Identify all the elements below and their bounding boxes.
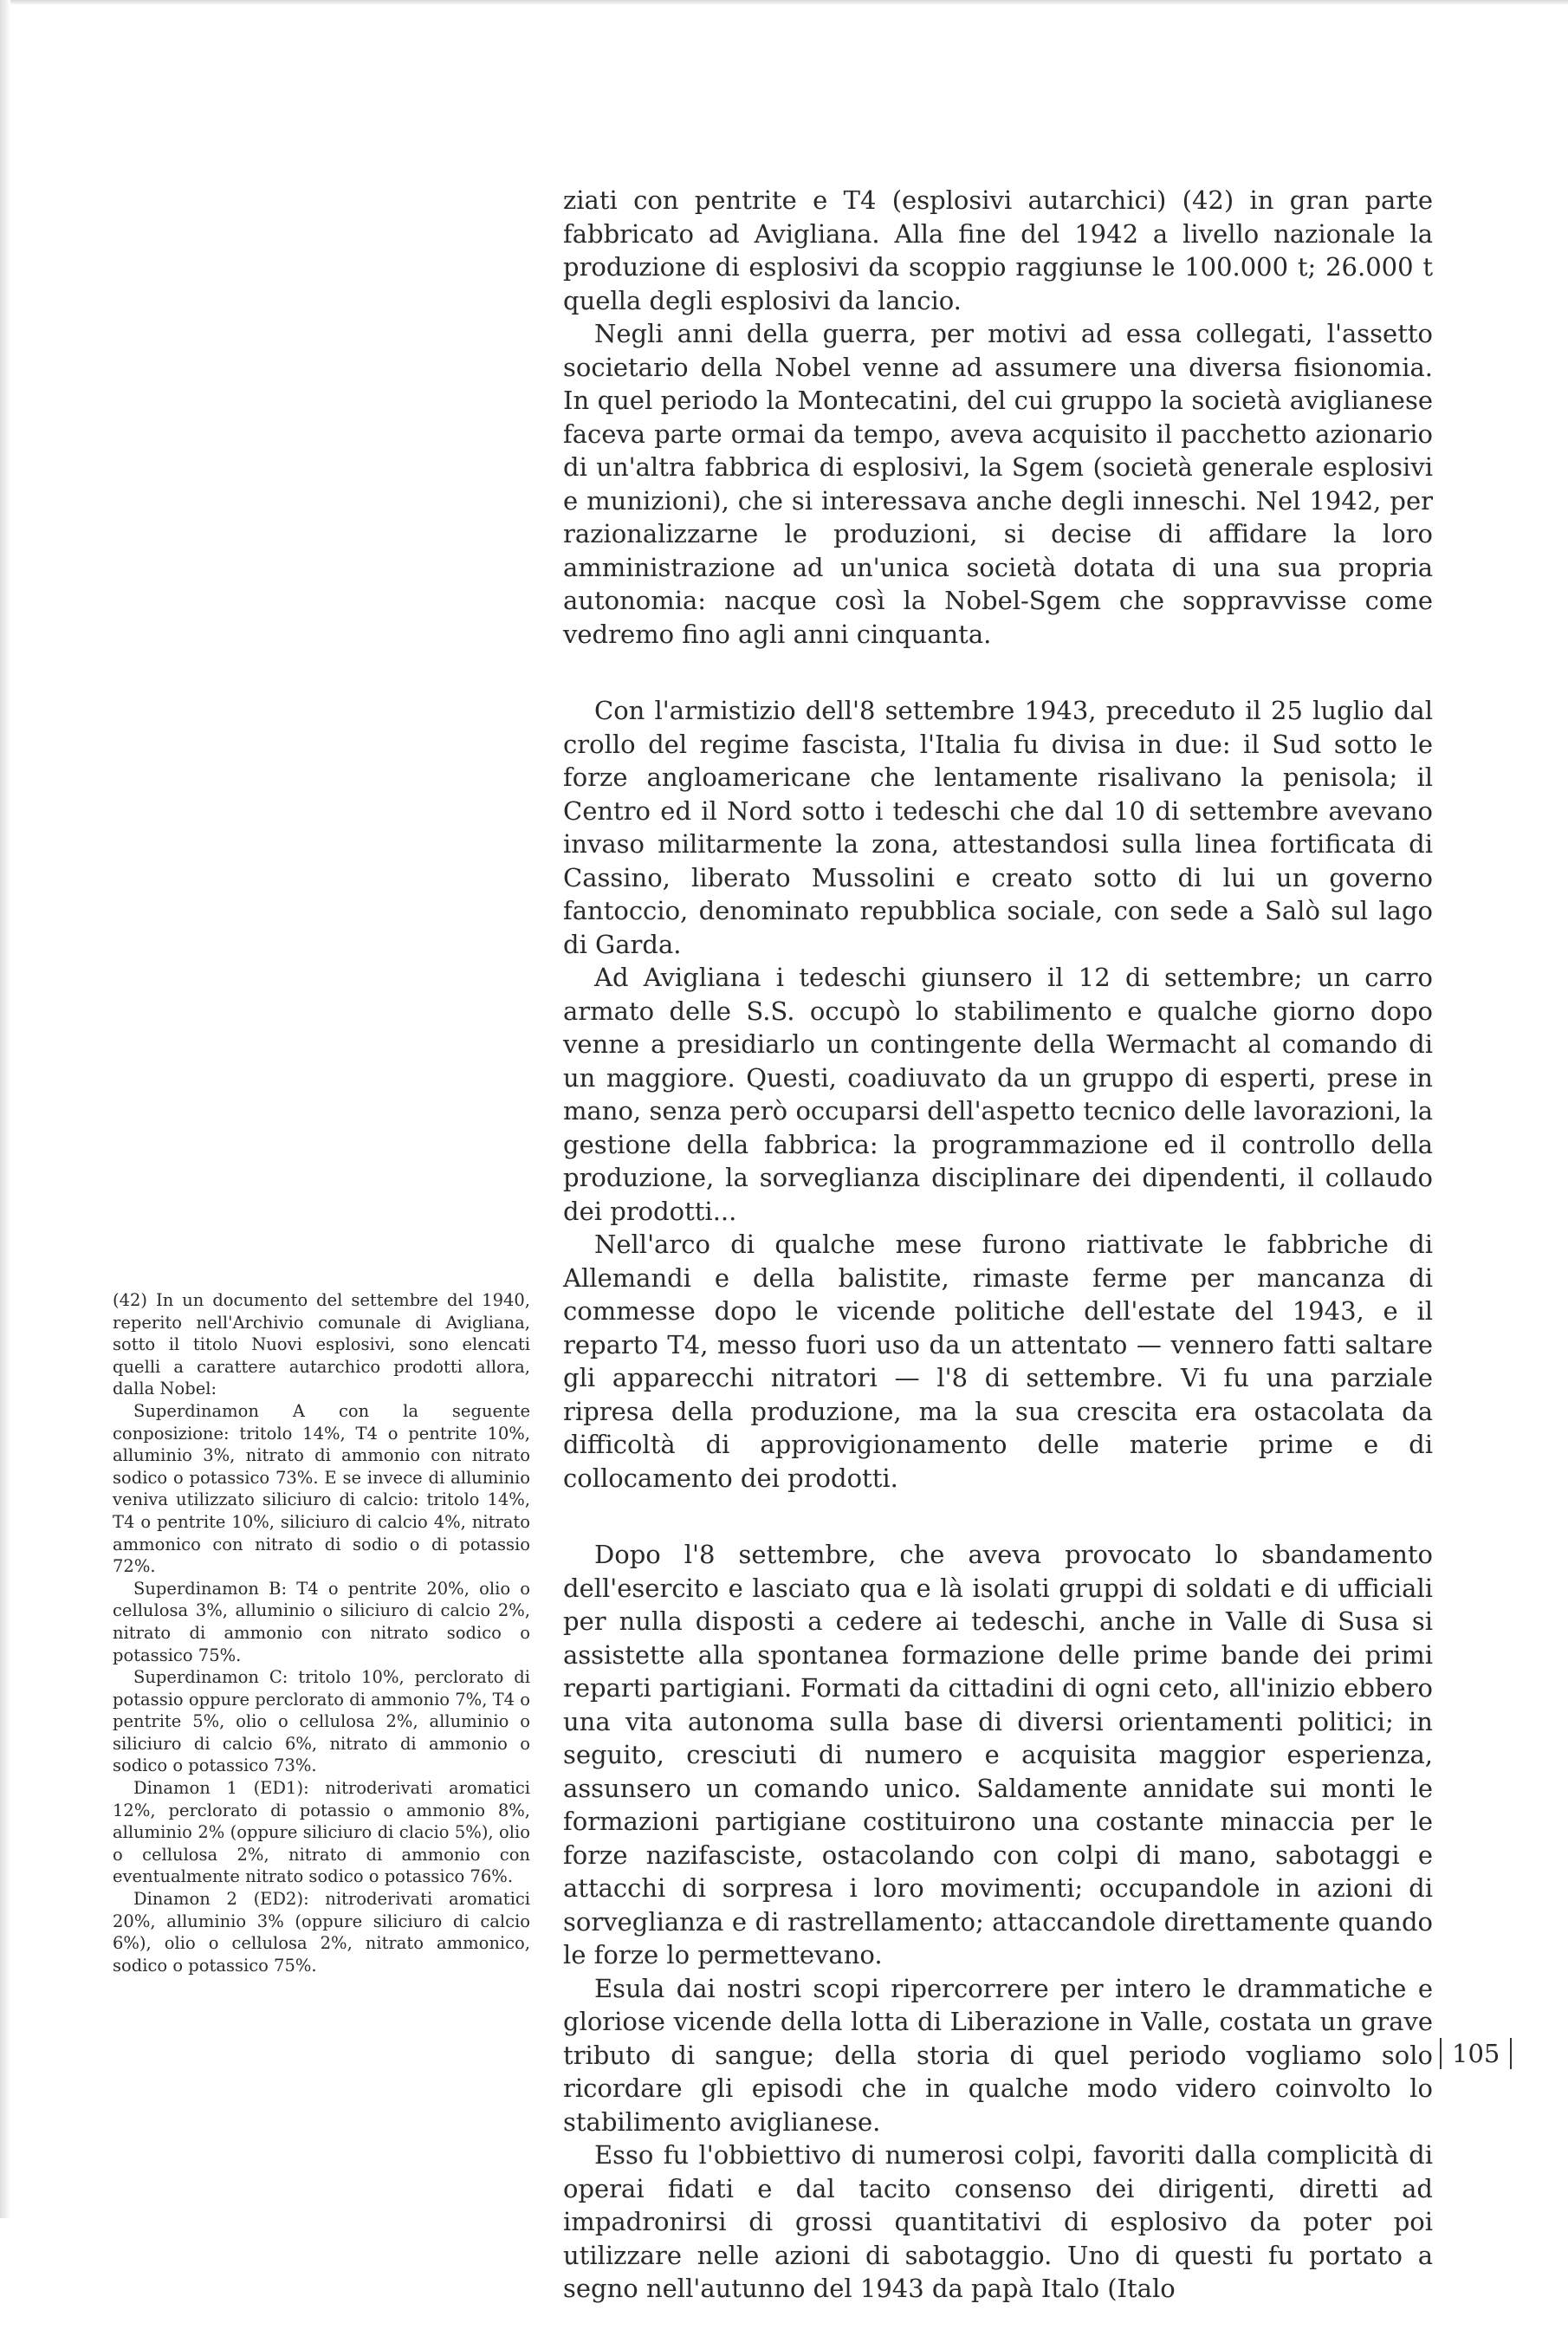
footnote-paragraph: (42) In un documento del settembre del 1940, reperito nell'Archivio comunale di Avigliana, sotto il titolo Nuovi esplosivi, sono elencati quelli a carattere autarchico prodotti allora, dalla Nobel:	[113, 1290, 530, 1399]
paragraph: Nell'arco di qualche mese furono riattivate le fabbriche di Allemandi e della balistite, rimaste ferme per mancanza di commesse dopo le vicende politiche dell'estate del 1943, e il reparto T4, messo fuori uso da un attentato — vennero fatti saltare gli apparecchi nitratori — l'8 di settembre. Vi fu una parziale ripresa della produzione, ma la sua crescita era ostacolata da difficoltà di approvigionamento delle materie prime e di collocamento dei prodotti.	[563, 1230, 1433, 1493]
main-text-column	[563, 184, 1433, 2349]
footnote-paragraph: Superdinamon A con la seguente conposizione: tritolo 14%, T4 o pentrite 10%, alluminio 3%, nitrato di ammonio con nitrato sodico o potassico 73%. E se invece di alluminio veniva utilizzato siliciuro di calcio: tritolo 14%, T4 o pentrite 10%, siliciuro di calcio 4%, nitrato ammonico con nitrato di sodio o di potassio 72%.	[113, 1400, 530, 1577]
paragraph: Esso fu l'obbiettivo di numerosi colpi, favoriti dalla complicità di operai fidati e dal tacito consenso dei dirigenti, diretti ad impadronirsi di grossi quantitativi di esplosivo da poter poi utilizzare nelle azioni di sabotaggio. Uno di questi fu portato a segno nell'autunno del 1943 da papà Italo (Italo	[563, 2140, 1433, 2303]
paragraph: ziati con pentrite e T4 (esplosivi autarchici) (42) in gran parte fabbricato ad Avigliana. Alla fine del 1942 a livello nazionale la produzione di esplosivi da scoppio raggiunse le 100.000 t; 26.000 t quella degli esplosivi da lancio.	[563, 185, 1433, 315]
paragraph: Negli anni della guerra, per motivi ad essa collegati, l'assetto societario della Nobel venne ad assumere una diversa fisionomia. In quel periodo la Montecatini, del cui gruppo la società aviglianese faceva parte ormai da tempo, aveva acquisito il pacchetto azionario di un'altra fabbrica di esplosivi, la Sgem (società generale esplosivi e munizioni), che si interessava anche degli inneschi. Nel 1942, per razionalizzarne le produzioni, si decise di affidare la loro amministrazione ad un'unica società dotata di una sua propria autonomia: nacque così la Nobel-Sgem che soppravvisse come vedremo fino agli anni cinquanta.	[563, 319, 1433, 649]
paragraph: Dopo l'8 settembre, che aveva provocato lo sbandamento dell'esercito e lasciato qua e là isolati gruppi di soldati e di ufficiali per nulla disposti a cedere ai tedeschi, anche in Valle di Susa si assistette alla spontanea formazione delle prime bande dei primi reparti partigiani. Formati da cittadini di ogni ceto, all'inizio ebbero una vita autonoma sulla base di diversi orientamenti politici; in seguito, cresciuti di numero e acquisita maggior esperienza, assunsero un comando unico. Saldamente annidate sui monti le formazioni partigiane costituirono una costante minaccia per le forze nazifasciste, ostacolando con colpi di mano, sabotaggi e attacchi di sorpresa i loro movimenti; occupandole in azioni di sorveglianza e di rastrellamento; attaccandole direttamente quando le forze lo permettevano.	[563, 1540, 1433, 1969]
page-number-box	[1440, 2038, 1512, 2069]
section-nobel-sgem	[563, 184, 1433, 651]
footnote-column	[113, 1289, 530, 1976]
paragraph: Ad Avigliana i tedeschi giunsero il 12 di settembre; un carro armato delle S.S. occupò lo stabilimento e qualche giorno dopo venne a presidiarlo un contingente della Wermacht al comando di un maggiore. Questi, coadiuvato da un gruppo di esperti, prese in mano, senza però occuparsi dell'aspetto tecnico delle lavorazioni, la gestione della fabbrica: la programmazione ed il controllo della produzione, la sorveglianza disciplinare dei dipendenti, il collaudo dei prodotti...	[563, 963, 1433, 1226]
section-armistice	[563, 694, 1433, 1495]
section-resistance	[563, 1538, 1433, 2306]
footnote-paragraph: Superdinamon C: tritolo 10%, perclorato di potassio oppure perclorato di ammonio 7%, T4 o pentrite 5%, olio o cellulosa 2%, alluminio o siliciuro di calcio 6%, nitrato di ammonio o sodico o potassico 73%.	[113, 1667, 530, 1776]
paragraph: Con l'armistizio dell'8 settembre 1943, preceduto il 25 luglio dal crollo del regime fascista, l'Italia fu divisa in due: il Sud sotto le forze angloamericane che lentamente risalivano la penisola; il Centro ed il Nord sotto i tedeschi che dal 10 di settembre avevano invaso militarmente la zona, attestandosi sulla linea fortificata di Cassino, liberato Mussolini e creato sotto di lui un governo fantoccio, denominato repubblica sociale, con sede a Salò sul lago di Garda.	[563, 696, 1433, 959]
page-number-bar-right	[1510, 2038, 1512, 2069]
scan-shadow-top	[0, 0, 1568, 5]
footnote-paragraph: Dinamon 2 (ED2): nitroderivati aromatici 20%, alluminio 3% (oppure siliciuro di calcio 6%), olio o cellulosa 2%, nitrato ammonico, sodico o potassico 75%.	[113, 1889, 530, 1976]
footnote-paragraph: Superdinamon B: T4 o pentrite 20%, olio o cellulosa 3%, alluminio o siliciuro di calcio 2%, nitrato di ammonio con nitrato sodico o potassico 75%.	[113, 1578, 530, 1665]
paragraph: Esula dai nostri scopi ripercorrere per intero le drammatiche e gloriose vicende della lotta di Liberazione in Valle, costata un grave tributo di sangue; della storia di quel periodo vogliamo solo ricordare gli episodi che in qualche modo videro coinvolto lo stabilimento aviglianese.	[563, 1973, 1433, 2137]
page-number: 105	[1452, 2039, 1500, 2068]
footnote-paragraph: Dinamon 1 (ED1): nitroderivati aromatici 12%, perclorato di potassio o ammonio 8%, alluminio 2% (oppure siliciuro di clacio 5%), olio o cellulosa 2%, nitrato di ammonio con eventualmente nitrato sodico o potassico 76%.	[113, 1778, 530, 1887]
scan-shadow-left	[0, 0, 10, 2218]
